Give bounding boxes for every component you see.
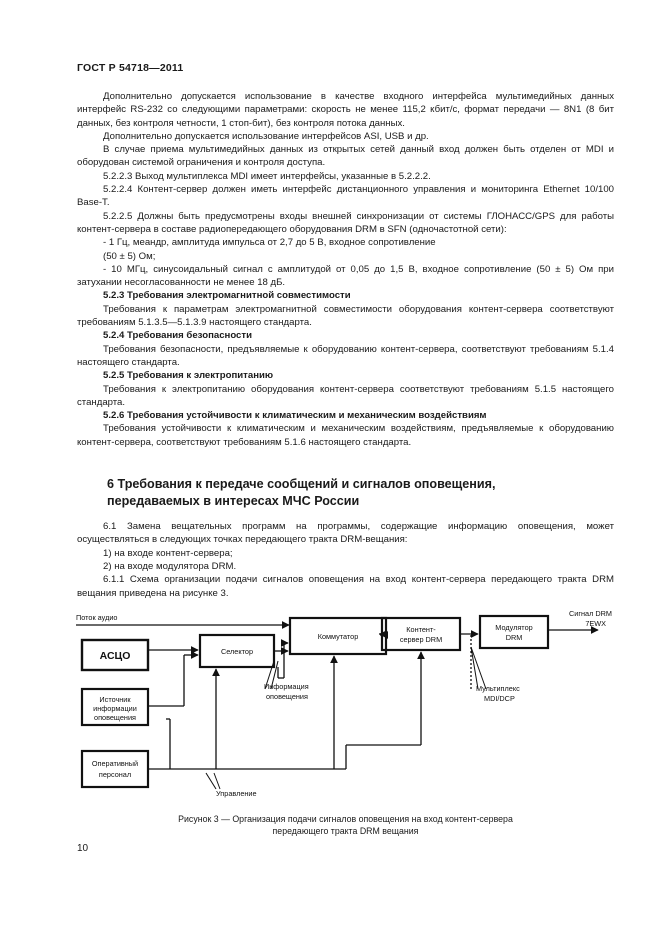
staff-box	[82, 751, 148, 787]
source-label-3: оповещения	[94, 713, 136, 722]
document-body	[77, 90, 614, 600]
section-heading-line1: 6 Требования к передаче сообщений и сигналов оповещения,	[107, 477, 496, 492]
figure-3-diagram	[66, 605, 626, 805]
section-heading	[77, 476, 614, 510]
ascso-label: АСЦО	[99, 650, 131, 662]
paragraph: В случае приема мультимедийных данных из открытых сетей данный вход должен быть отделен от MDI и оборудован системой ограничения и контроля доступа.	[77, 144, 614, 169]
commutator-label: Коммутатор	[317, 632, 359, 641]
paragraph: 5.2.2.5 Должны быть предусмотрены входы внешней синхронизации от системы ГЛОНАСС/GPS для работы контент-сервера в составе радиопередающего оборудования DRM в SFN (одночастотной сети):	[77, 210, 614, 235]
list-item: 1) на входе контент-сервера;	[103, 547, 233, 559]
figure-caption	[77, 813, 614, 837]
subsection-heading: 5.2.6 Требования устойчивости к климатическим и механическим воздействиям	[103, 410, 487, 422]
source-label-2: информации	[93, 704, 137, 713]
signal-label-2: 7EWX	[585, 619, 606, 628]
paragraph: 6.1.1 Схема организации подачи сигналов оповещения на вход контент-сервера передающего тракта DRM вещания приведена на рисунке 3.	[77, 574, 614, 599]
source-label-1: Источник	[99, 695, 131, 704]
info-label-1: Информация	[264, 682, 309, 691]
page-number: 10	[77, 843, 89, 854]
mux-label-2: MDI/DCP	[484, 694, 515, 703]
content-server-box	[382, 618, 460, 650]
signal-label-1: Сигнал DRM	[569, 609, 612, 618]
mux-label-1: Мультиплекс	[476, 684, 520, 693]
content-server-label-1: Контент-	[406, 625, 436, 634]
info-label-2: оповещения	[266, 692, 308, 701]
modulator-label-1: Модулятор	[495, 623, 533, 632]
list-item: 2) на входе модулятора DRM.	[103, 560, 237, 572]
paragraph: - 1 Гц, меандр, амплитуда импульса от 2,7 до 5 В, входное сопротивление	[103, 237, 436, 249]
caption-line1: Рисунок 3 — Организация подачи сигналов оповещения на вход контент-сервера	[178, 814, 513, 824]
subsection-heading: 5.2.3 Требования электромагнитной совместимости	[103, 290, 351, 302]
selector-label: Селектор	[220, 647, 254, 656]
staff-label-1: Оперативный	[91, 759, 139, 768]
modulator-box	[480, 616, 548, 648]
document-header: ГОСТ Р 54718—2011	[77, 62, 184, 74]
section-heading-line2: передаваемых в интересах МЧС России	[107, 494, 360, 509]
content-server-label-2: сервер DRM	[399, 635, 443, 644]
paragraph: Дополнительно допускается использование в качестве входного интерфейса мультимедийных данных интерфейс RS-232 со следующими параметрами: скорость не менее 115,2 кбит/с, формат передачи — 8N1 (8 бит данных, без контроля четности, 1 стоп-бит), без контроля потока данных.	[77, 91, 614, 129]
paragraph: 5.2.2.4 Контент-сервер должен иметь интерфейс дистанционного управления и мониторинга Ethernet 10/100 Base-T.	[77, 184, 614, 209]
paragraph: Дополнительно допускается использование интерфейсов ASI, USB и др.	[103, 130, 429, 142]
paragraph: Требования безопасности, предъявляемые к оборудованию контент-сервера, соответствуют требованиям 5.1.4 настоящего стандарта.	[77, 343, 614, 368]
caption-line2: передающего тракта DRM вещания	[272, 826, 419, 836]
staff-label-2: персонал	[98, 770, 132, 779]
control-label: Управление	[216, 789, 257, 798]
modulator-label-2: DRM	[505, 633, 523, 642]
paragraph: Требования устойчивости к климатическим и механическим воздействиям, предъявляемые к оборудованию контент-сервера, соответствуют требованиям 5.1.6 настоящего стандарта.	[77, 423, 614, 448]
paragraph: - 10 МГц, синусоидальный сигнал с амплитудой от 0,05 до 1,5 В, входное сопротивление (50 ± 5) Ом при затухании несогласованности не менее 18 дБ.	[77, 263, 614, 289]
paragraph: Требования к параметрам электромагнитной совместимости оборудования контент-сервера соответствуют требованиям 5.1.3.5—5.1.3.9 настоящего стандарта.	[77, 303, 614, 329]
subsection-heading: 5.2.5 Требования к электропитанию	[103, 370, 274, 382]
paragraph: (50 ± 5) Ом;	[103, 250, 156, 262]
paragraph: 5.2.2.3 Выход мультиплекса MDI имеет интерфейсы, указанные в 5.2.2.2.	[103, 170, 431, 182]
paragraph: 6.1 Замена вещательных программ на программы, содержащие информацию оповещения, может осуществляться в следующих точках передающего тракта DRM-вещания:	[77, 521, 614, 546]
subsection-heading: 5.2.4 Требования безопасности	[103, 330, 252, 342]
paragraph: Требования к электропитанию оборудования контент-сервера соответствуют требованиям 5.1.5 настоящего стандарта.	[77, 383, 614, 408]
audio-stream-label: Поток аудио	[76, 613, 118, 622]
